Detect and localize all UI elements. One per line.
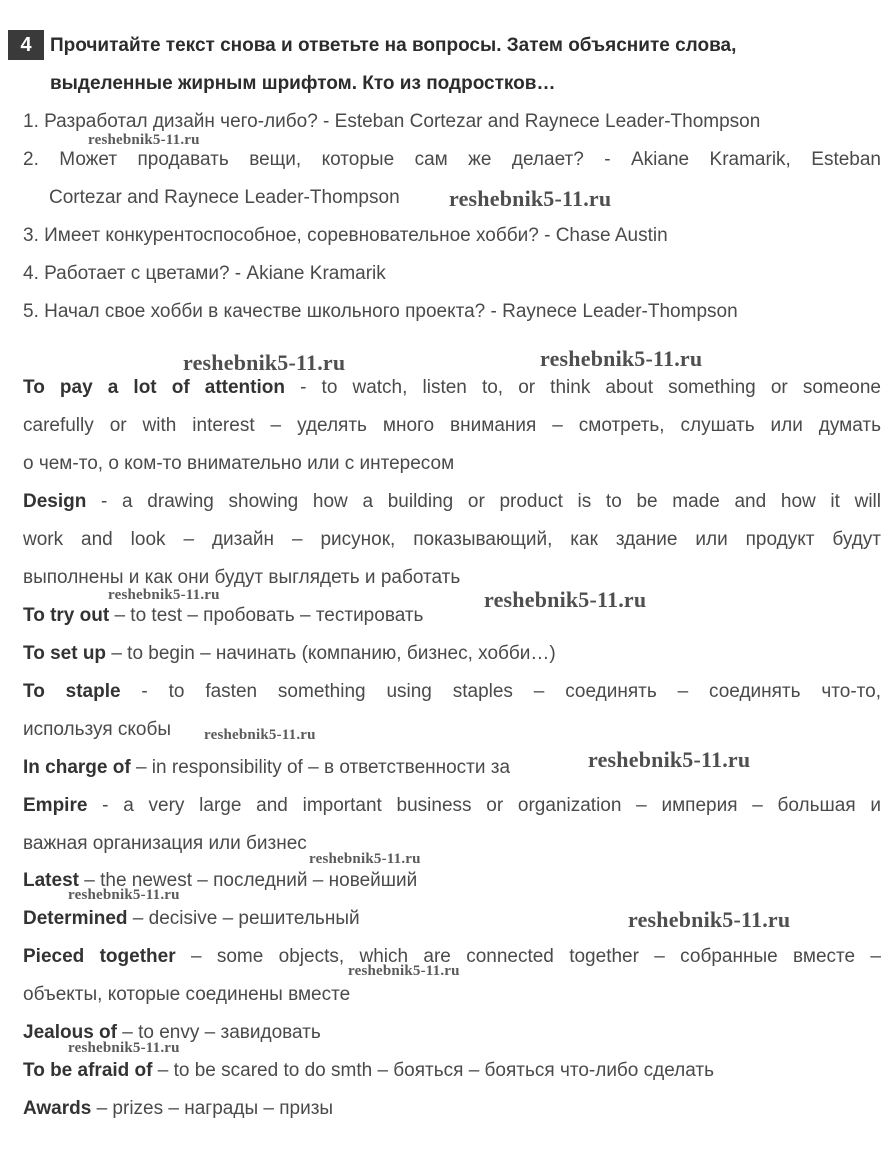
task-number-badge: 4 xyxy=(8,30,44,60)
glossary-term: In charge of xyxy=(23,757,131,778)
glossary-term: Design xyxy=(23,491,87,512)
watermark: reshebnik5-11.ru xyxy=(309,851,421,867)
glossary-staple-line-1 xyxy=(23,680,881,704)
glossary-term: To set up xyxy=(23,643,107,664)
glossary-definition: – in responsibility of – в ответственности за xyxy=(130,757,511,778)
glossary-in-charge xyxy=(23,756,881,780)
glossary-definition: - a very large and important business or organization – империя – большая и xyxy=(87,795,881,816)
watermark: reshebnik5-11.ru xyxy=(88,132,200,148)
glossary-awards xyxy=(23,1097,881,1121)
glossary-term: To staple xyxy=(23,681,121,702)
glossary-definition: – to begin – начинать (компанию, бизнес, хобби…) xyxy=(106,643,556,664)
answer-5: 5. Начал свое хобби в качестве школьного проекта? - Raynece Leader-Thompson xyxy=(23,301,738,322)
answer-3: 3. Имеет конкурентоспособное, соревновательное хобби? - Chase Austin xyxy=(23,225,668,246)
glossary-definition: – to test – пробовать – тестировать xyxy=(109,605,424,626)
glossary-staple-line-2: используя скобы xyxy=(23,719,172,740)
glossary-definition: - to watch, listen to, or think about something or someone xyxy=(285,377,882,398)
watermark: reshebnik5-11.ru xyxy=(449,186,612,211)
glossary-definition: – to envy – завидовать xyxy=(116,1022,321,1043)
glossary-term: To pay a lot of attention xyxy=(23,377,285,398)
glossary-design-line-3: выполнены и как они будут выглядеть и работать xyxy=(23,567,461,588)
glossary-definition: – the newest – последний – новейший xyxy=(78,870,418,891)
glossary-definition: - a drawing showing how a building or product is to be made and how it will xyxy=(86,491,881,512)
answer-2-line-2: Cortezar and Raynece Leader-Thompson xyxy=(49,187,400,208)
watermark: reshebnik5-11.ru xyxy=(68,1040,180,1056)
glossary-pieced-line-2: объекты, которые соединены вместе xyxy=(23,984,351,1005)
glossary-definition: - to fasten something using staples – соединять – соединять что-то, xyxy=(120,681,881,702)
glossary-definition: – prizes – награды – призы xyxy=(91,1098,334,1119)
watermark: reshebnik5-11.ru xyxy=(628,907,791,932)
glossary-set-up xyxy=(23,642,881,666)
glossary-definition: – decisive – решительный xyxy=(127,908,360,929)
glossary-definition: – to be scared to do smth – бояться – бояться что-либо сделать xyxy=(152,1060,715,1081)
glossary-pay-attention-line-3: о чем-то, о ком-то внимательно или с интересом xyxy=(23,453,455,474)
answer-2-line-1: 2. Может продавать вещи, которые сам же делает? - Akiane Kramarik, Esteban xyxy=(23,149,881,170)
watermark: reshebnik5-11.ru xyxy=(68,887,180,903)
glossary-term: To try out xyxy=(23,605,110,626)
watermark: reshebnik5-11.ru xyxy=(484,587,647,612)
watermark: reshebnik5-11.ru xyxy=(348,963,460,979)
glossary-design-line-2: work and look – дизайн – рисунок, показывающий, как здание или продукт будут xyxy=(23,529,881,550)
glossary-term: Empire xyxy=(23,795,88,816)
answer-1: 1. Разработал дизайн чего-либо? - Esteban Cortezar and Raynece Leader-Thompson xyxy=(23,111,761,132)
glossary-term: Pieced together xyxy=(23,946,176,967)
glossary-term: Determined xyxy=(23,908,128,929)
glossary-pay-attention-line-2: carefully or with interest – уделять много внимания – смотреть, слушать или думать xyxy=(23,415,881,436)
watermark: reshebnik5-11.ru xyxy=(108,587,220,603)
answer-4: 4. Работает с цветами? - Akiane Kramarik xyxy=(23,263,386,284)
glossary-design-line-1 xyxy=(23,490,881,514)
glossary-pay-attention-line-1 xyxy=(23,376,881,400)
glossary-term: Awards xyxy=(23,1098,92,1119)
glossary-term: Latest xyxy=(23,870,79,891)
watermark: reshebnik5-11.ru xyxy=(588,747,751,772)
task-heading-line-1: Прочитайте текст снова и ответьте на вопросы. Затем объясните слова, xyxy=(50,35,737,56)
glossary-term: To be afraid of xyxy=(23,1060,153,1081)
glossary-afraid xyxy=(23,1059,881,1083)
glossary-definition: – some objects, which are connected together – собранные вместе – xyxy=(175,946,881,967)
task-heading-line-2: выделенные жирным шрифтом. Кто из подростков… xyxy=(50,73,556,94)
glossary-empire-line-1 xyxy=(23,794,881,818)
watermark: reshebnik5-11.ru xyxy=(540,346,703,371)
glossary-term: Jealous of xyxy=(23,1022,117,1043)
watermark: reshebnik5-11.ru xyxy=(183,350,346,375)
glossary-empire-line-2: важная организация или бизнес xyxy=(23,833,307,854)
watermark: reshebnik5-11.ru xyxy=(204,727,316,743)
glossary-try-out xyxy=(23,604,881,628)
